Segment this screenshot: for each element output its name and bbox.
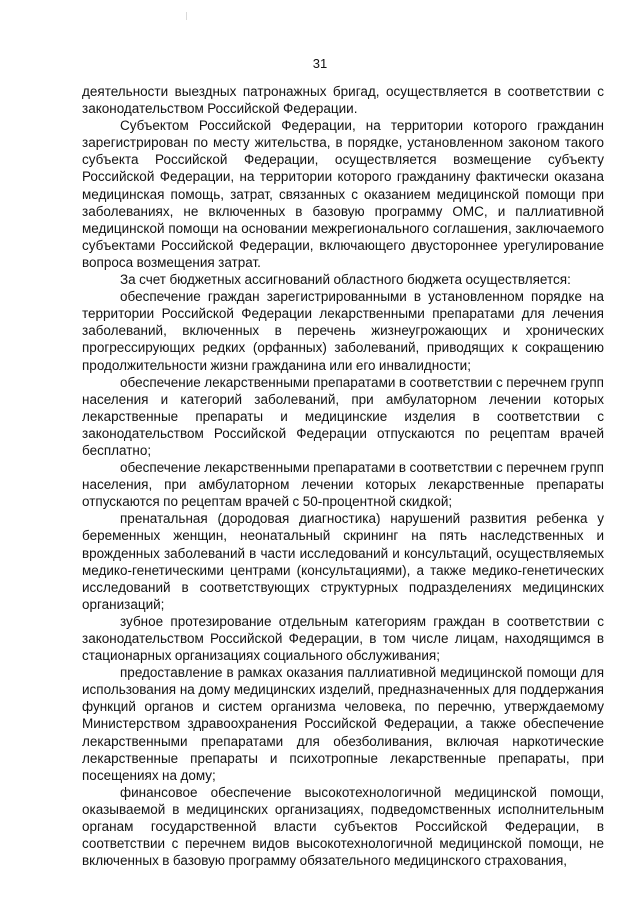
- paragraph: Субъектом Российской Федерации, на территории которого гражданин зарегистрирован по месту жительства, в порядке, установленном законом такого субъекта Российской Федерации, осуществляется возмещение субъекту Российской Федерации, на территории которого гражданину фактически оказана медицинская помощь, затрат, связанных с оказанием медицинской помощи при заболеваниях, не включенных в базовую программу ОМС, и паллиативной медицинской помощи на основании межрегионального соглашения, заключаемого субъектами Российской Федерации, включающего двустороннее урегулирование вопроса возмещения затрат.: [82, 118, 604, 270]
- scan-mark: [186, 12, 187, 20]
- paragraph: За счет бюджетных ассигнований областного бюджета осуществляется:: [120, 272, 571, 288]
- paragraph: обеспечение лекарственными препаратами в соответствии с перечнем групп населения, при амбулаторном лечении которых лекарственные препараты отпускаются по рецептам врачей с 50-процентной скидкой;: [82, 460, 604, 510]
- paragraph: пренатальная (дородовая диагностика) нарушений развития ребенка у беременных женщин, неонатальный скрининг на пять наследственных и врожденных заболеваний в части исследований и консультаций, осуществляемых медико-генетическими центрами (консультациями), а также медико-генетических исследований в соответствующих структурных подразделениях медицинских организаций;: [82, 511, 604, 612]
- paragraph: предоставление в рамках оказания паллиативной медицинской помощи для использования на дому медицинских изделий, предназначенных для поддержания функций органов и систем организма человека, по перечню, утверждаемому Министерством здравоохранения Российской Федерации, а также обеспечение лекарственными препаратами для обезболивания, включая наркотические лекарственные препараты и психотропные лекарственные препараты, при посещениях на дому;: [82, 665, 604, 783]
- paragraph: зубное протезирование отдельным категориям граждан в соответствии с законодательством Российской Федерации, в том числе лицам, находящимся в стационарных организациях социального обслуживания;: [82, 613, 604, 664]
- paragraph: деятельности выездных патронажных бригад, осуществляется в соответствии с законодательством Российской Федерации.: [82, 84, 604, 117]
- document-body: [82, 83, 604, 869]
- page-number: 31: [312, 56, 328, 71]
- paragraph: финансовое обеспечение высокотехнологичной медицинской помощи, оказываемой в медицинских организациях, подведомственных исполнительным органам государственной власти субъектов Российской Федерации, в соответствии с перечнем видов высокотехнологичной медицинской помощи, не включенных в базовую программу обязательного медицинского страхования,: [82, 784, 604, 869]
- paragraph: обеспечение лекарственными препаратами в соответствии с перечнем групп населения и категорий заболеваний, при амбулаторном лечении которых лекарственные препараты и медицинские изделия в соответствии с законодательством Российской Федерации отпускаются по рецептам врачей бесплатно;: [82, 374, 604, 458]
- paragraph: обеспечение граждан зарегистрированными в установленном порядке на территории Российской Федерации лекарственными препаратами для лечения заболеваний, включенных в перечень жизнеугрожающих и хронических прогрессирующих редких (орфанных) заболеваний, приводящих к сокращению продолжительности жизни гражданина или его инвалидности;: [82, 289, 604, 373]
